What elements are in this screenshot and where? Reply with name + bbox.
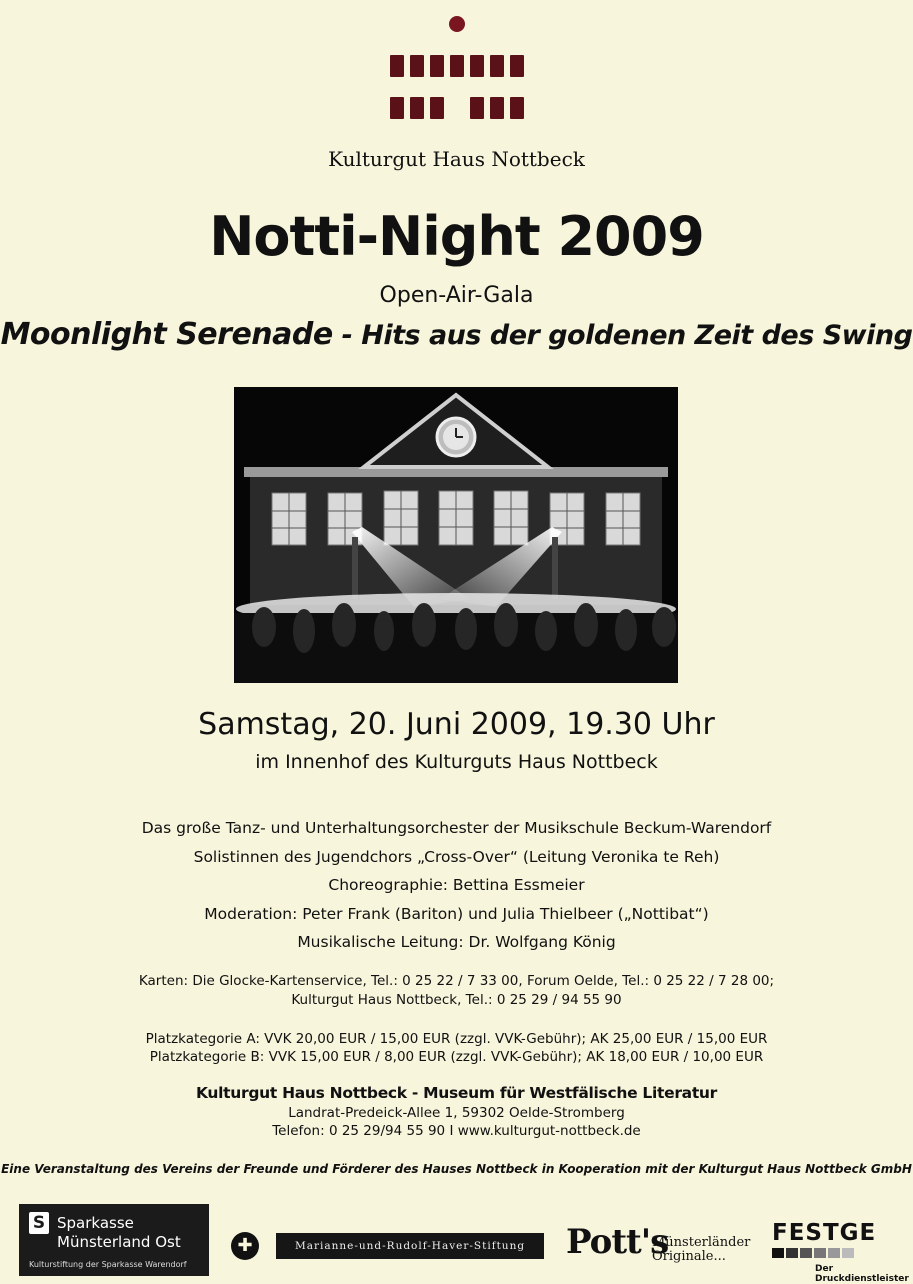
festge-blocks-icon <box>772 1248 854 1258</box>
potts-subtitle <box>652 1236 750 1264</box>
price-line: Platzkategorie A: VVK 20,00 EUR / 15,00 EUR (zzgl. VVK-Gebühr); AK 25,00 EUR / 15,00 EUR <box>145 1031 768 1047</box>
event-subtitle: Open-Air-Gala <box>379 283 534 308</box>
potts-logo: Pott's <box>566 1222 669 1262</box>
sparkasse-line2: Münsterland Ost <box>57 1233 181 1251</box>
manor-house-illustration <box>234 387 678 683</box>
event-title: Notti-Night 2009 <box>209 205 704 268</box>
sparkasse-line1: Sparkasse <box>57 1214 134 1232</box>
event-location: im Innenhof des Kulturguts Haus Nottbeck <box>255 751 658 773</box>
tagline-rest: Hits aus der goldenen Zeit des Swing <box>361 320 913 351</box>
logo-bars-top <box>0 55 913 77</box>
logo-bars-bottom <box>0 97 913 119</box>
credits-list <box>0 814 913 957</box>
credit-line: Musikalische Leitung: Dr. Wolfgang König <box>297 933 616 951</box>
ticket-line: Karten: Die Glocke-Kartenservice, Tel.: 0 25 22 / 7 33 00, Forum Oelde, Tel.: 0 25 22 / 7 28 00; <box>138 973 775 989</box>
price-info <box>0 1030 913 1066</box>
organizer-contact: Telefon: 0 25 29/94 55 90 I www.kulturgut-nottbeck.de <box>272 1123 641 1139</box>
event-tagline <box>0 317 913 352</box>
haver-stiftung-logo: Marianne-und-Rudolf-Haver-Stiftung <box>276 1233 544 1259</box>
credit-line: Choreographie: Bettina Essmeier <box>328 876 585 894</box>
sparkasse-line3: Kulturstiftung der Sparkasse Warendorf <box>29 1260 187 1269</box>
price-line: Platzkategorie B: VVK 15,00 EUR / 8,00 EUR (zzgl. VVK-Gebühr); AK 18,00 EUR / 10,00 EUR <box>149 1049 764 1065</box>
credit-line: Das große Tanz- und Unterhaltungsorchester der Musikschule Beckum-Warendorf <box>141 819 772 837</box>
credit-line: Moderation: Peter Frank (Bariton) und Julia Thielbeer („Nottibat“) <box>204 904 709 923</box>
credit-line: Solistinnen des Jugendchors „Cross-Over“ (Leitung Veronika te Reh) <box>193 847 720 866</box>
potts-sub-line1: Münsterländer <box>652 1235 751 1250</box>
festge-logo: FESTGE <box>772 1220 877 1246</box>
sparkasse-s-icon: S <box>29 1212 49 1234</box>
venue-name: Kulturgut Haus Nottbeck <box>328 147 585 171</box>
event-date: Samstag, 20. Juni 2009, 19.30 Uhr <box>198 707 715 742</box>
tagline-sep: - <box>332 320 362 351</box>
organizer-name: Kulturgut Haus Nottbeck - Museum für Westfälische Literatur <box>195 1084 718 1102</box>
ticket-line: Kulturgut Haus Nottbeck, Tel.: 0 25 29 / 94 55 90 <box>291 992 622 1008</box>
event-photo <box>234 387 678 683</box>
ticket-info <box>0 972 913 1010</box>
cross-emblem-icon: ✚ <box>231 1232 259 1260</box>
footer-note: Eine Veranstaltung des Vereins der Freunde und Förderer des Hauses Nottbeck in Kooperation mit der Kulturgut Haus Nottbeck GmbH <box>1 1162 912 1176</box>
sparkasse-logo <box>19 1204 209 1276</box>
potts-sub-line2: Originale... <box>652 1249 726 1264</box>
tagline-main: Moonlight Serenade <box>0 317 333 352</box>
logo-dot <box>449 16 465 32</box>
organizer-address: Landrat-Predeick-Allee 1, 59302 Oelde-Stromberg <box>288 1105 625 1121</box>
festge-subtitle: Der Druckdienstleister <box>815 1264 909 1284</box>
